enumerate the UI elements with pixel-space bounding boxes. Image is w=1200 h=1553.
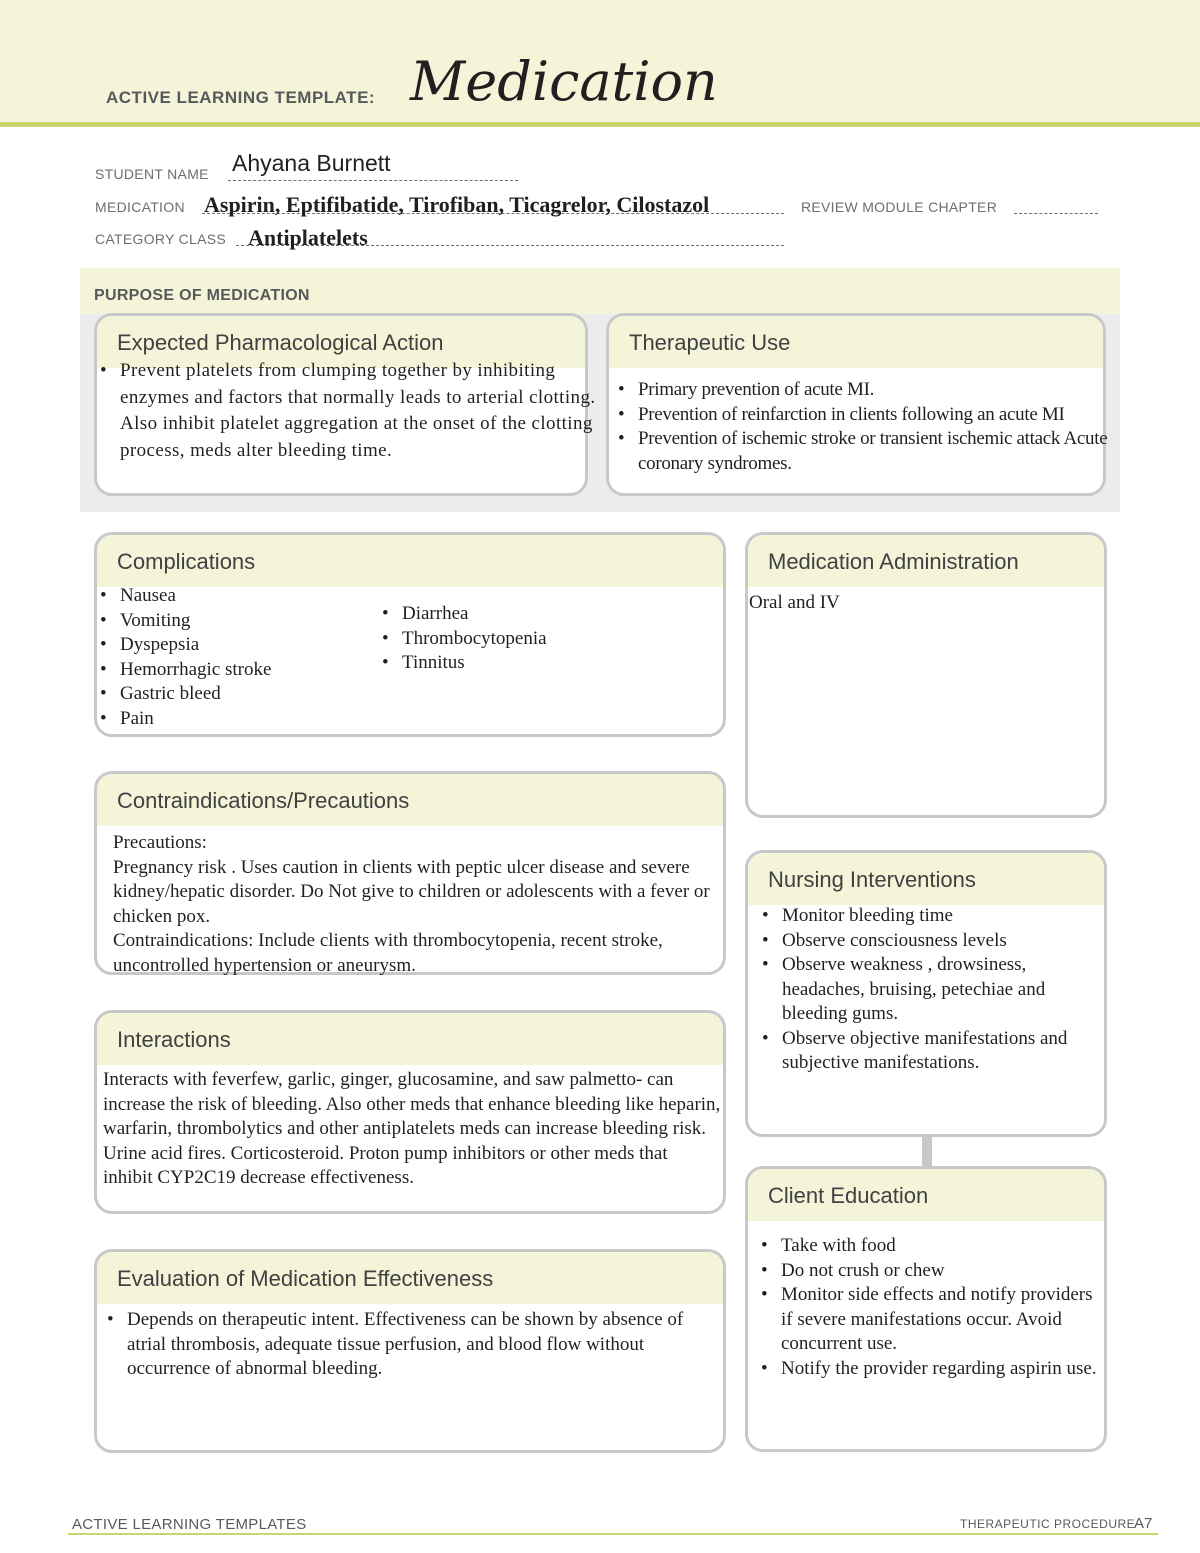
list-item: • Prevent platelets from clumping together by inhibiting enzymes and factors that normally leads to arterial clotting. Also inhibit platelet aggregation at the onset of the clotting process, meds alter bleeding time. <box>96 358 601 464</box>
evaluation-list <box>103 1308 703 1382</box>
list-item: • Observe weakness , drowsiness, headaches, bruising, petechiae and bleeding gums. <box>758 953 1083 1027</box>
list-item: • Notify the provider regarding aspirin use. <box>757 1357 1102 1382</box>
list-item: • Diarrhea <box>378 602 638 627</box>
client-education-list <box>757 1234 1102 1381</box>
administration-text: Oral and IV <box>749 592 840 613</box>
interactions-title: Interactions <box>117 1027 231 1052</box>
list-item: • Take with food <box>757 1234 1102 1259</box>
list-item: • Monitor side effects and notify providers if severe manifestations occur. Avoid concurrent use. <box>757 1283 1102 1357</box>
expected-action-list <box>96 358 601 464</box>
list-item: • Observe consciousness levels <box>758 929 1083 954</box>
section-connector <box>922 1135 932 1167</box>
interactions-text: Interacts with feverfew, garlic, ginger, glucosamine, and saw palmetto- can increase the risk of bleeding. Also other meds that enhance bleeding like heparin, warfarin, thrombolytics and other antiplatelets meds can increase bleeding risk. Urine acid fires. Corticosteroid. Proton pump inhibitors or other meds that inhibit CYP2C19 decrease effectiveness. <box>103 1069 721 1188</box>
list-item: • Vomiting <box>96 609 356 634</box>
header-rule <box>0 122 1200 127</box>
administration-box <box>745 532 1107 818</box>
footer-left: ACTIVE LEARNING TEMPLATES <box>72 1516 307 1533</box>
student-name-label: STUDENT NAME <box>95 166 209 182</box>
footer-right: THERAPEUTIC PROCEDURE <box>960 1517 1136 1531</box>
medication-field[interactable]: Aspirin, Eptifibatide, Tirofiban, Ticagrelor, Cilostazol <box>204 192 710 217</box>
list-item: • Prevention of reinfarction in clients following an acute MI <box>614 403 1139 428</box>
client-education-title: Client Education <box>768 1183 929 1208</box>
category-class-label: CATEGORY CLASS <box>95 231 227 247</box>
footer-rule <box>68 1533 1158 1535</box>
student-name-field[interactable]: Ahyana Burnett <box>232 150 391 176</box>
review-module-line <box>1014 212 1098 214</box>
category-class-field[interactable]: Antiplatelets <box>248 225 368 250</box>
medication-label: MEDICATION <box>95 199 185 215</box>
expected-action-title: Expected Pharmacological Action <box>117 330 444 355</box>
evaluation-title: Evaluation of Medication Effectiveness <box>117 1266 494 1291</box>
complications-list-left <box>96 584 356 731</box>
list-item: • Observe objective manifestations and subjective manifestations. <box>758 1027 1083 1076</box>
complications-list-right <box>378 602 638 676</box>
template-title: Medication <box>410 50 718 113</box>
contraindications-text <box>113 831 735 978</box>
list-item: • Tinnitus <box>378 651 638 676</box>
contraindications-title: Contraindications/Precautions <box>117 788 410 813</box>
list-item: • Do not crush or chew <box>757 1259 1102 1284</box>
administration-title: Medication Administration <box>768 549 1019 574</box>
therapeutic-use-title: Therapeutic Use <box>629 330 791 355</box>
nursing-interventions-title: Nursing Interventions <box>768 867 976 892</box>
complications-title: Complications <box>117 549 256 574</box>
list-item: • Nausea <box>96 584 356 609</box>
nursing-interventions-list <box>758 904 1083 1076</box>
purpose-title: PURPOSE OF MEDICATION <box>94 287 310 304</box>
list-item: • Dyspepsia <box>96 633 356 658</box>
list-item: • Monitor bleeding time <box>758 904 1083 929</box>
list-item: • Hemorrhagic stroke <box>96 658 356 683</box>
precautions-heading: Precautions: <box>113 832 207 853</box>
list-item: • Gastric bleed <box>96 682 356 707</box>
list-item: • Depends on therapeutic intent. Effectiveness can be shown by absence of atrial thrombosis, adequate tissue perfusion, and blood flow without occurrence of abnormal bleeding. <box>103 1308 703 1382</box>
list-item: • Pain <box>96 707 356 732</box>
contraindications-detail: Contraindications: Include clients with thrombocytopenia, recent stroke, uncontrolled hypertension or aneurysm. <box>113 930 663 976</box>
list-item: • Prevention of ischemic stroke or transient ischemic attack Acute coronary syndromes. <box>614 427 1139 476</box>
review-module-label: REVIEW MODULE CHAPTER <box>801 199 998 215</box>
template-prefix: ACTIVE LEARNING TEMPLATE: <box>106 88 376 107</box>
list-item: • Primary prevention of acute MI. <box>614 378 1139 403</box>
list-item: • Thrombocytopenia <box>378 627 638 652</box>
therapeutic-use-list <box>614 378 1139 476</box>
precautions-text: Pregnancy risk . Uses caution in clients with peptic ulcer disease and severe kidney/hepatic disorder. Do Not give to children or adolescents with a fever or chicken pox. <box>113 856 710 927</box>
page-number: A7 <box>1134 1515 1153 1532</box>
student-name-line <box>228 179 518 181</box>
